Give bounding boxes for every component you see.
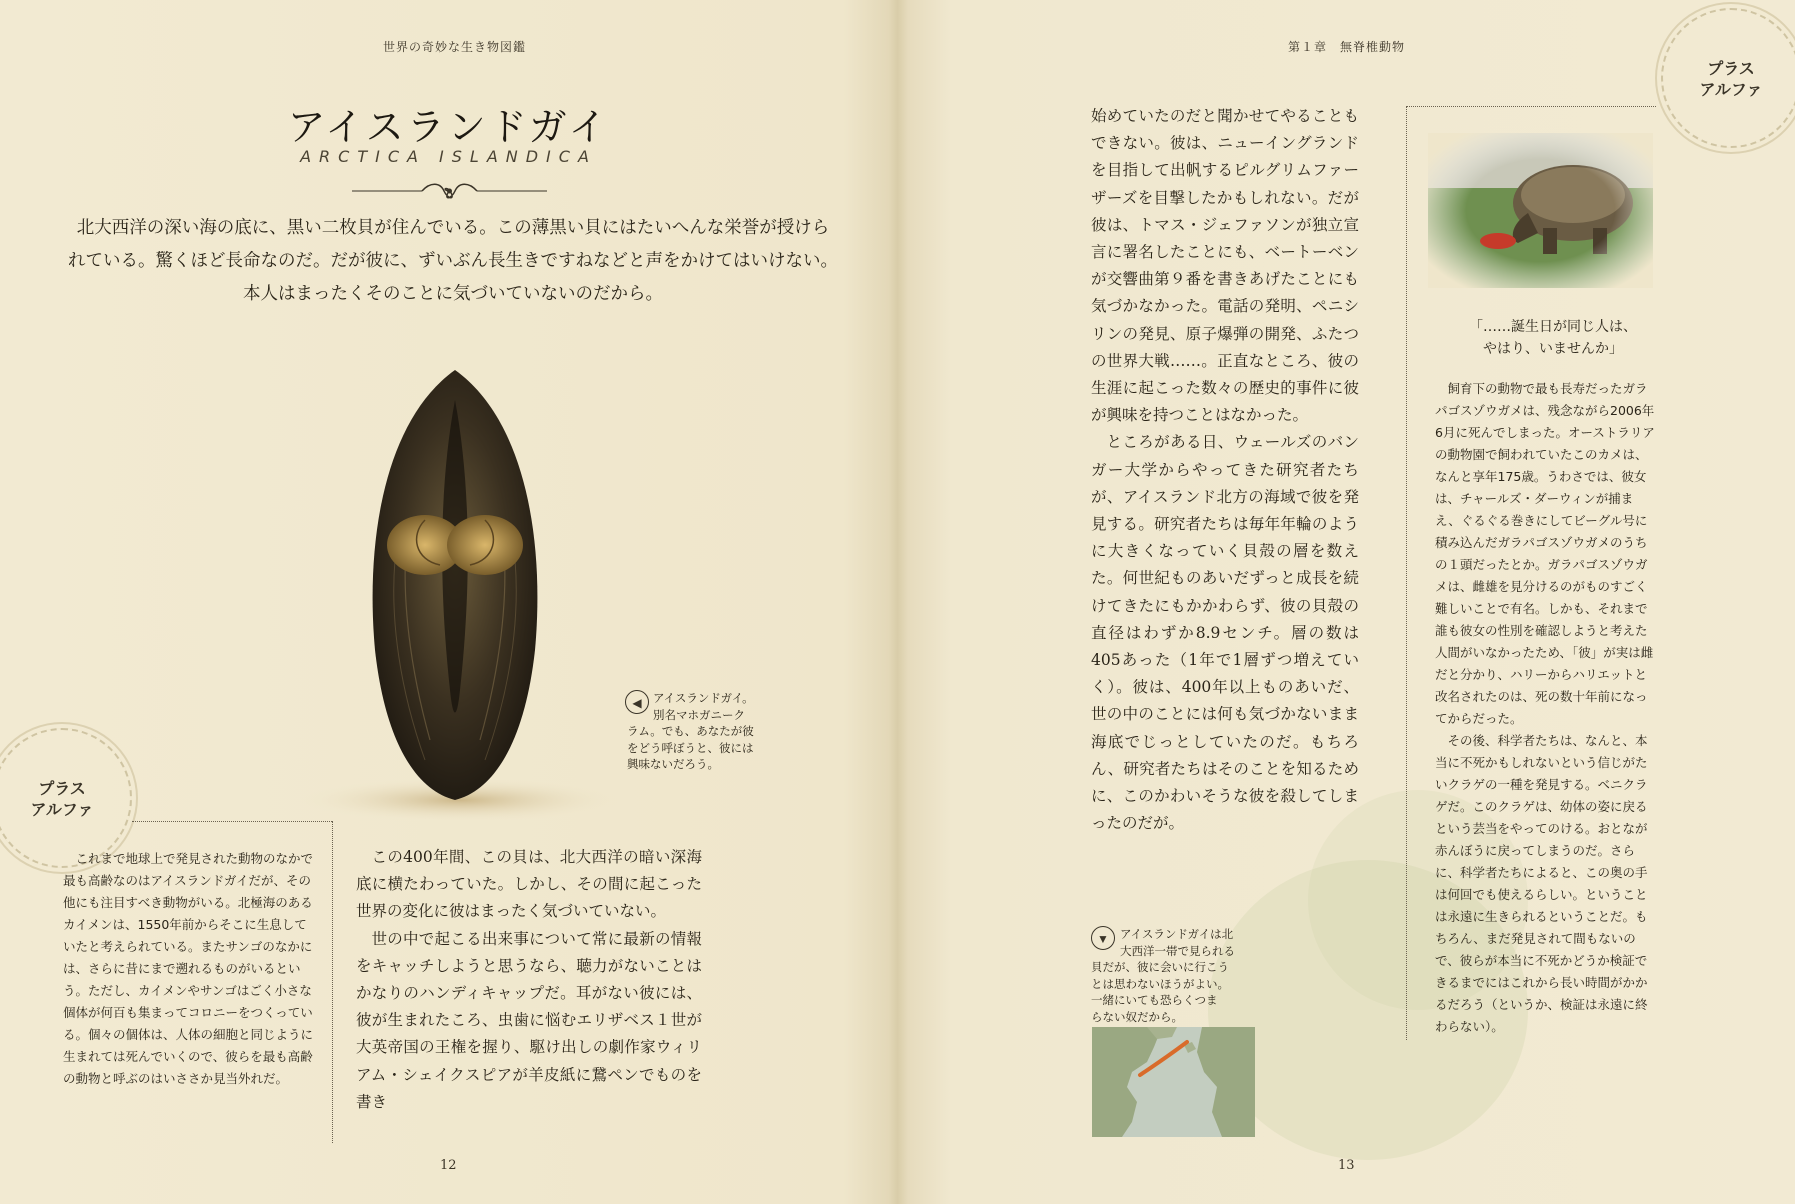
plus-alpha-sidebar-right [1435, 378, 1657, 1038]
left-arrow-icon: ◀ [625, 690, 649, 714]
badge-line: アルファ [1699, 80, 1763, 99]
photo-caption [653, 690, 783, 723]
page-title: アイスランドガイ [287, 105, 610, 149]
left-page [0, 0, 897, 1204]
down-arrow-icon: ▼ [1091, 926, 1115, 950]
main-text-right [1091, 103, 1359, 837]
latin-name: ARCTICA ISLANDICA [300, 147, 597, 166]
tortoise-photo [1428, 133, 1653, 288]
quote-line: やはり、いませんか」 [1483, 341, 1623, 357]
page-number-left: 12 [440, 1158, 457, 1173]
body-paragraph: 世の中で起こる出来事について常に最新の情報をキャッチしようと思うなら、聴力がないことはかなりのハンディキャップだ。耳がない彼には、彼が生まれたころ、虫歯に悩むエリザベス１世が大英帝国の王権を握り、駆け出しの劇作家ウィリアム・シェイクスピアが羊皮紙に鵞ペンでものを書き [356, 929, 702, 1111]
running-head-left: 世界の奇妙な生き物図鑑 [383, 40, 527, 54]
lead-paragraph [58, 212, 848, 311]
body-paragraph: この400年間、この貝は、北大西洋の暗い深海底に横たわっていた。しかし、その間に起こった世界の変化に彼はまったく気づいていない。 [356, 848, 702, 921]
caption-line: らない奴だから。 [1091, 1009, 1183, 1024]
caption-line: をどう呼ぼうと、彼には [627, 740, 754, 755]
main-text-left [356, 844, 702, 1116]
plus-alpha-badge-right [1661, 8, 1795, 148]
photo-caption-rest [627, 723, 787, 773]
sidebar-border-left [1406, 106, 1407, 1040]
caption-line: アイスランドガイは北 [1120, 927, 1234, 941]
ornament-divider-icon [352, 178, 547, 204]
lead-line: 本人はまったくそのことに気づいていないのだから。 [243, 284, 663, 304]
sidebar-border-right [332, 821, 333, 1143]
sidebar-text: これまで地球上で発見された動物のなかで最も高齢なのはアイスランドガイだが、その他にも注目すべき動物がいる。北極海のあるカイメンは、1550年前からそこに生息していたと考えられている。またサンゴのなかには、さらに昔にまで遡れるものがいるという。ただし、カイメンやサンゴはごく小さな個体が何百も集まってコロニーをつくっている。個々の個体は、人体の細胞と同じように生まれては死んでいくので、彼らを最も高齢の動物と呼ぶのはいささか見当外れだ。 [63, 851, 314, 1086]
running-head-right: 第１章 無脊椎動物 [1288, 40, 1406, 54]
atlantic-map [1092, 1027, 1255, 1137]
badge-line: アルファ [30, 800, 94, 819]
clam-shell-image [290, 360, 620, 820]
caption-line: とは思わないほうがよい。 [1091, 976, 1229, 991]
caption-line: ラム。でも、あなたが彼 [627, 724, 754, 738]
caption-line: 興味ないだろう。 [627, 757, 719, 771]
badge-line: プラス [1707, 59, 1755, 78]
badge-line: プラス [38, 779, 86, 798]
plus-alpha-sidebar [63, 848, 318, 1090]
right-page [898, 0, 1795, 1204]
sidebar-border-top-right [1406, 106, 1656, 107]
lead-line: 北大西洋の深い海の底に、黒い二枚貝が住んでいる。この薄黒い貝にはたいへんな栄誉が授けら [76, 218, 830, 238]
sidebar-text: その後、科学者たちは、なんと、本当に不死かもしれないという信じがたいクラゲの一種を発見する。ベニクラゲだ。このクラゲは、幼体の姿に戻るという芸当をやってのける。おとなが赤んぼうに戻ってしまうのだ。さらに、科学者たちによると、この奥の手は何回でも使えるらしい。ということは永遠に生きられるということだ。もちろん、まだ発見されて間もないので、彼らが本当に不死かどうか検証できるまでにはこれから長い時間がかかるだろう（というか、検証は永遠に終わらない）。 [1435, 733, 1648, 1034]
caption-line: 貝だが、彼に会いに行こう [1091, 960, 1229, 974]
caption-line: 一緒にいても恐らくつま [1091, 993, 1218, 1007]
body-paragraph: 始めていたのだと聞かせてやることもできない。彼は、ニューイングランドを目指して出帆するピルグリムファーザーズを目撃したかもしれない。だが彼は、トマス・ジェファソンが独立宣言に署名したことにも、ベートーベンが交響曲第９番を書きあげたことにも気づかなかった。電話の発明、ペニシリンの発見、原子爆弾の開発、ふたつの世界大戦……。正直なところ、彼の生涯に起こった数々の歴史的事件に彼が興味を持つことはなかった。 [1091, 107, 1359, 425]
page-number-right: 13 [1338, 1158, 1355, 1173]
caption-line: 別名マホガニーク [653, 707, 745, 722]
tortoise-quote [1458, 316, 1648, 360]
map-caption-rest [1091, 959, 1266, 1025]
lead-line: れている。驚くほど長命なのだ。だが彼に、ずいぶん長生きですねなどと声をかけてはいけない。 [68, 251, 838, 271]
plus-alpha-badge [0, 728, 132, 868]
quote-line: 「……誕生日が同じ人は、 [1469, 319, 1637, 335]
sidebar-border-top [132, 821, 332, 822]
body-paragraph: ところがある日、ウェールズのバンガー大学からやってきた研究者たちが、アイスランド北方の海域で彼を発見する。研究者たちは毎年年輪のように大きくなっていく貝殻の層を数えた。何世紀ものあいだずっと成長を続けてきたにもかかわらず、彼の貝殻の直径はわずか8.9センチ。層の数は405あった（1年で1層ずつ増えていく）。彼は、400年以上ものあいだ、世の中のことには何も気づかないまま海底でじっとしていたのだ。もちろん、研究者たちはそのことを知るために、このかわいそうな彼を殺してしまったのだが。 [1091, 433, 1359, 833]
caption-line: アイスランドガイ。 [653, 691, 754, 705]
caption-line: 大西洋一帯で見られる [1120, 943, 1235, 958]
map-caption [1120, 926, 1265, 959]
sidebar-text: 飼育下の動物で最も長寿だったガラパゴスゾウガメは、残念ながら2006年6月に死んでしまった。オーストラリアの動物園で飼われていたこのカメは、なんと享年175歳。うわさでは、彼女は、チャールズ・ダーウィンが捕まえ、ぐるぐる巻きにしてビーグル号に積み込んだガラパゴスゾウガメのうちの１頭だったとか。ガラパゴスゾウガメは、雌雄を見分けるのがものすごく難しいことで有名。しかも、それまで誰も彼女の性別を確認しようと考えた人間がいなかったため、「彼」が実は雌だと分かり、ハリーからハリエットと改名されたのは、死の数十年前になってからだった。 [1435, 381, 1655, 726]
